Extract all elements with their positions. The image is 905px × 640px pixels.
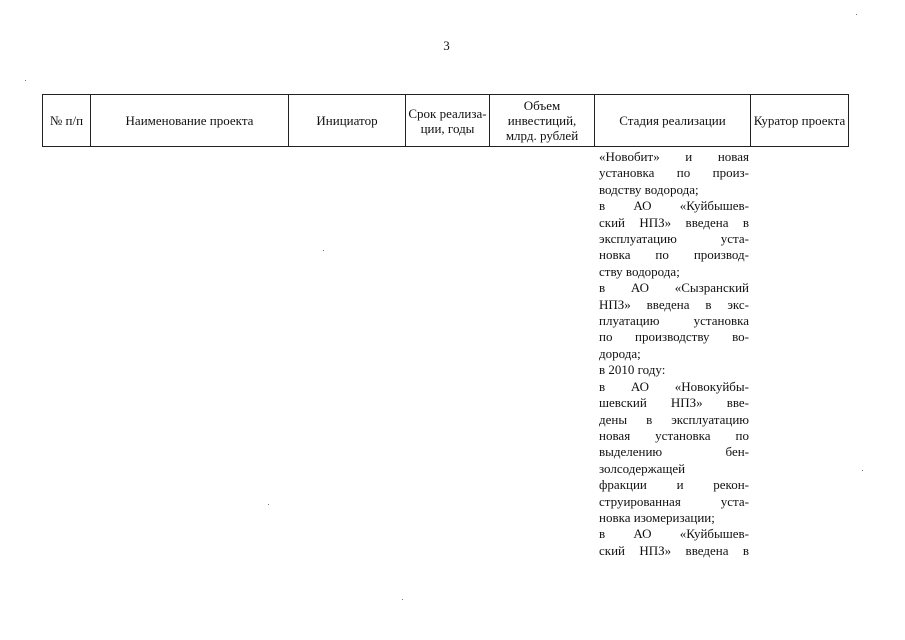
scan-speck <box>25 80 26 81</box>
header-investment: Объем инвестиций, млрд. рублей <box>490 95 595 147</box>
stage-text-line: выделению бен- <box>599 444 749 460</box>
header-curator: Куратор проекта <box>751 95 849 147</box>
stage-text-line: новка изомеризации; <box>599 509 715 525</box>
stage-text-line: ский НПЗ» введена в <box>599 214 749 230</box>
header-row <box>43 95 849 147</box>
stage-text-line: «Новобит» и новая <box>599 149 749 164</box>
header-initiator: Инициатор <box>289 95 406 147</box>
stage-text-line: струированная уста- <box>599 493 749 509</box>
stage-text-line: ству водорода; <box>599 263 680 279</box>
stage-text-line: шевский НПЗ» вве- <box>599 395 749 411</box>
stage-text-line: золсодержащей <box>599 460 686 476</box>
stage-text-line: в АО «Новокуйбы- <box>599 378 749 394</box>
stage-text-line: в АО «Куйбышев- <box>599 526 749 542</box>
stage-text-line: по производству во- <box>599 329 749 345</box>
header-term: Срок реализа-ции, годы <box>406 95 490 147</box>
scan-speck <box>268 504 269 505</box>
stage-text-line: дорода; <box>599 345 641 361</box>
stage-text-line: дены в эксплуатацию <box>599 411 749 427</box>
stage-text-line: ский НПЗ» введена в <box>599 542 749 558</box>
stage-text-column <box>599 149 749 559</box>
scan-speck <box>856 14 857 15</box>
stage-text-line: новая установка по <box>599 427 749 443</box>
stage-text-line: эксплуатацию уста- <box>599 231 749 247</box>
stage-text-line: водству водорода; <box>599 181 699 197</box>
stage-text-line: в АО «Сызранский <box>599 280 749 296</box>
stage-text-line: установка по произ- <box>599 165 749 181</box>
scan-speck <box>862 470 863 471</box>
header-number: № п/п <box>43 95 91 147</box>
stage-text-line: фракции и рекон- <box>599 477 749 493</box>
stage-text-line: НПЗ» введена в экс- <box>599 296 749 312</box>
stage-text-line: в 2010 году: <box>599 362 666 378</box>
header-table <box>42 94 849 147</box>
stage-text-line: в АО «Куйбышев- <box>599 198 749 214</box>
stage-text-line: плуатацию установка <box>599 313 749 329</box>
scan-speck <box>323 250 324 251</box>
header-project-name: Наименование проекта <box>91 95 289 147</box>
stage-text-line: новка по производ- <box>599 247 749 263</box>
header-stage: Стадия реализации <box>595 95 751 147</box>
page-number: 3 <box>443 38 450 53</box>
scan-speck <box>402 599 403 600</box>
